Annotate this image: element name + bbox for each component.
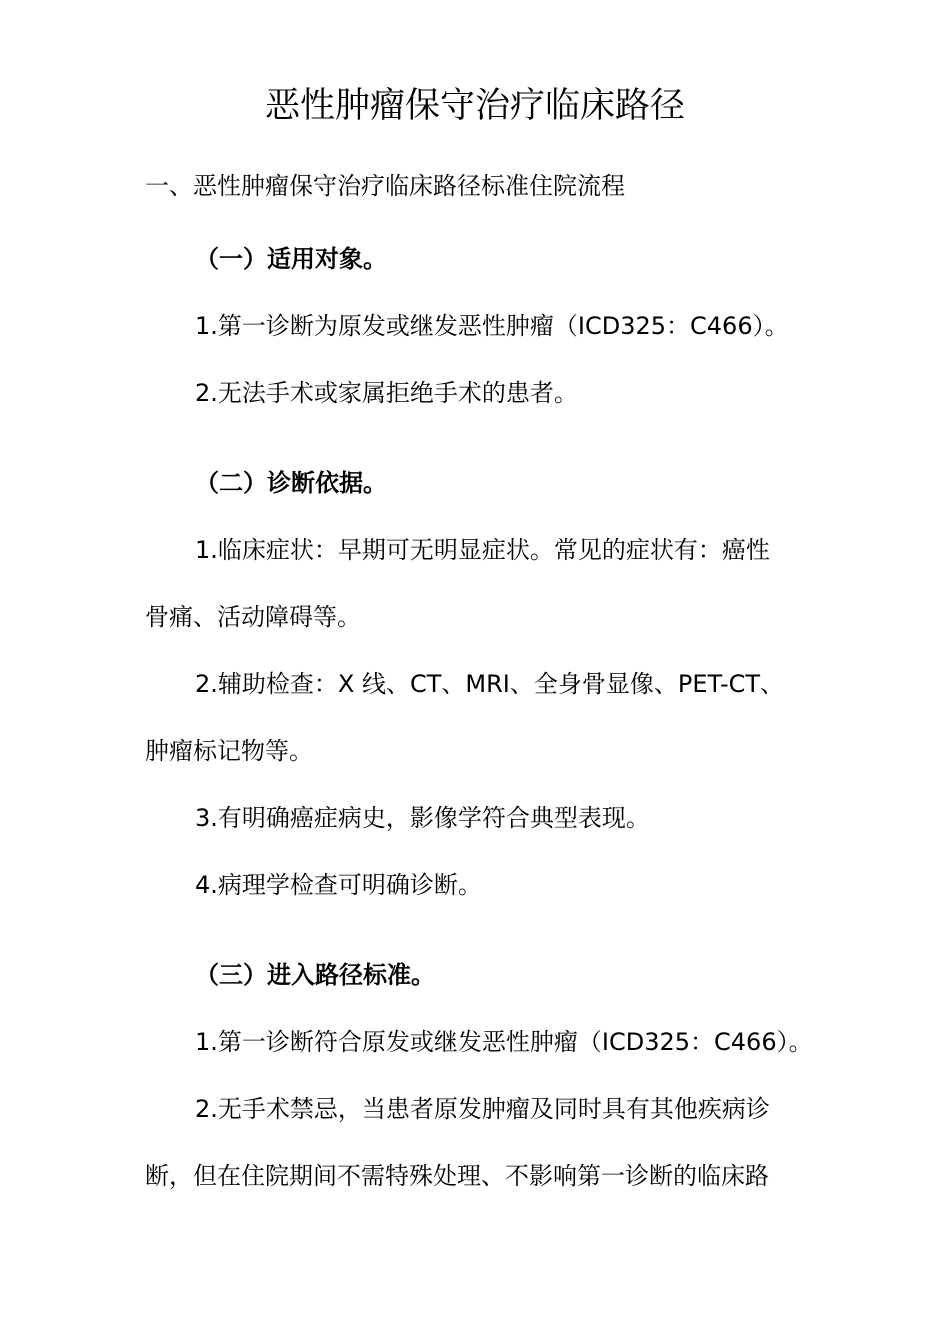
paragraph-continuation: 断，但在住院期间不需特殊处理、不影响第一诊断的临床路	[145, 1162, 769, 1190]
subsection-heading-entry-criteria: （三）进入路径标准。	[195, 961, 435, 989]
paragraph: 4.病理学检查可明确诊断。	[195, 871, 482, 899]
section-heading-1: 一、恶性肿瘤保守治疗临床路径标准住院流程	[145, 172, 625, 200]
paragraph-continuation: 骨痛、活动障碍等。	[145, 603, 361, 631]
paragraph: 2.无手术禁忌，当患者原发肿瘤及同时具有其他疾病诊	[195, 1095, 770, 1123]
subsection-heading-applicable-objects: （一）适用对象。	[195, 245, 387, 273]
paragraph: 2.辅助检查：X 线、CT、MRI、全身骨显像、PET-CT、	[195, 670, 785, 698]
paragraph: 1.第一诊断为原发或继发恶性肿瘤（ICD325：C466）。	[195, 312, 789, 340]
paragraph: 1.第一诊断符合原发或继发恶性肿瘤（ICD325：C466）。	[195, 1028, 813, 1056]
paragraph-continuation: 肿瘤标记物等。	[145, 737, 313, 765]
paragraph: 3.有明确癌症病史，影像学符合典型表现。	[195, 804, 650, 832]
paragraph: 2.无法手术或家属拒绝手术的患者。	[195, 379, 578, 407]
paragraph: 1.临床症状：早期可无明显症状。常见的症状有：癌性	[195, 536, 770, 564]
subsection-heading-diagnosis-basis: （二）诊断依据。	[195, 469, 387, 497]
document-title: 恶性肿瘤保守治疗临床路径	[264, 86, 685, 126]
